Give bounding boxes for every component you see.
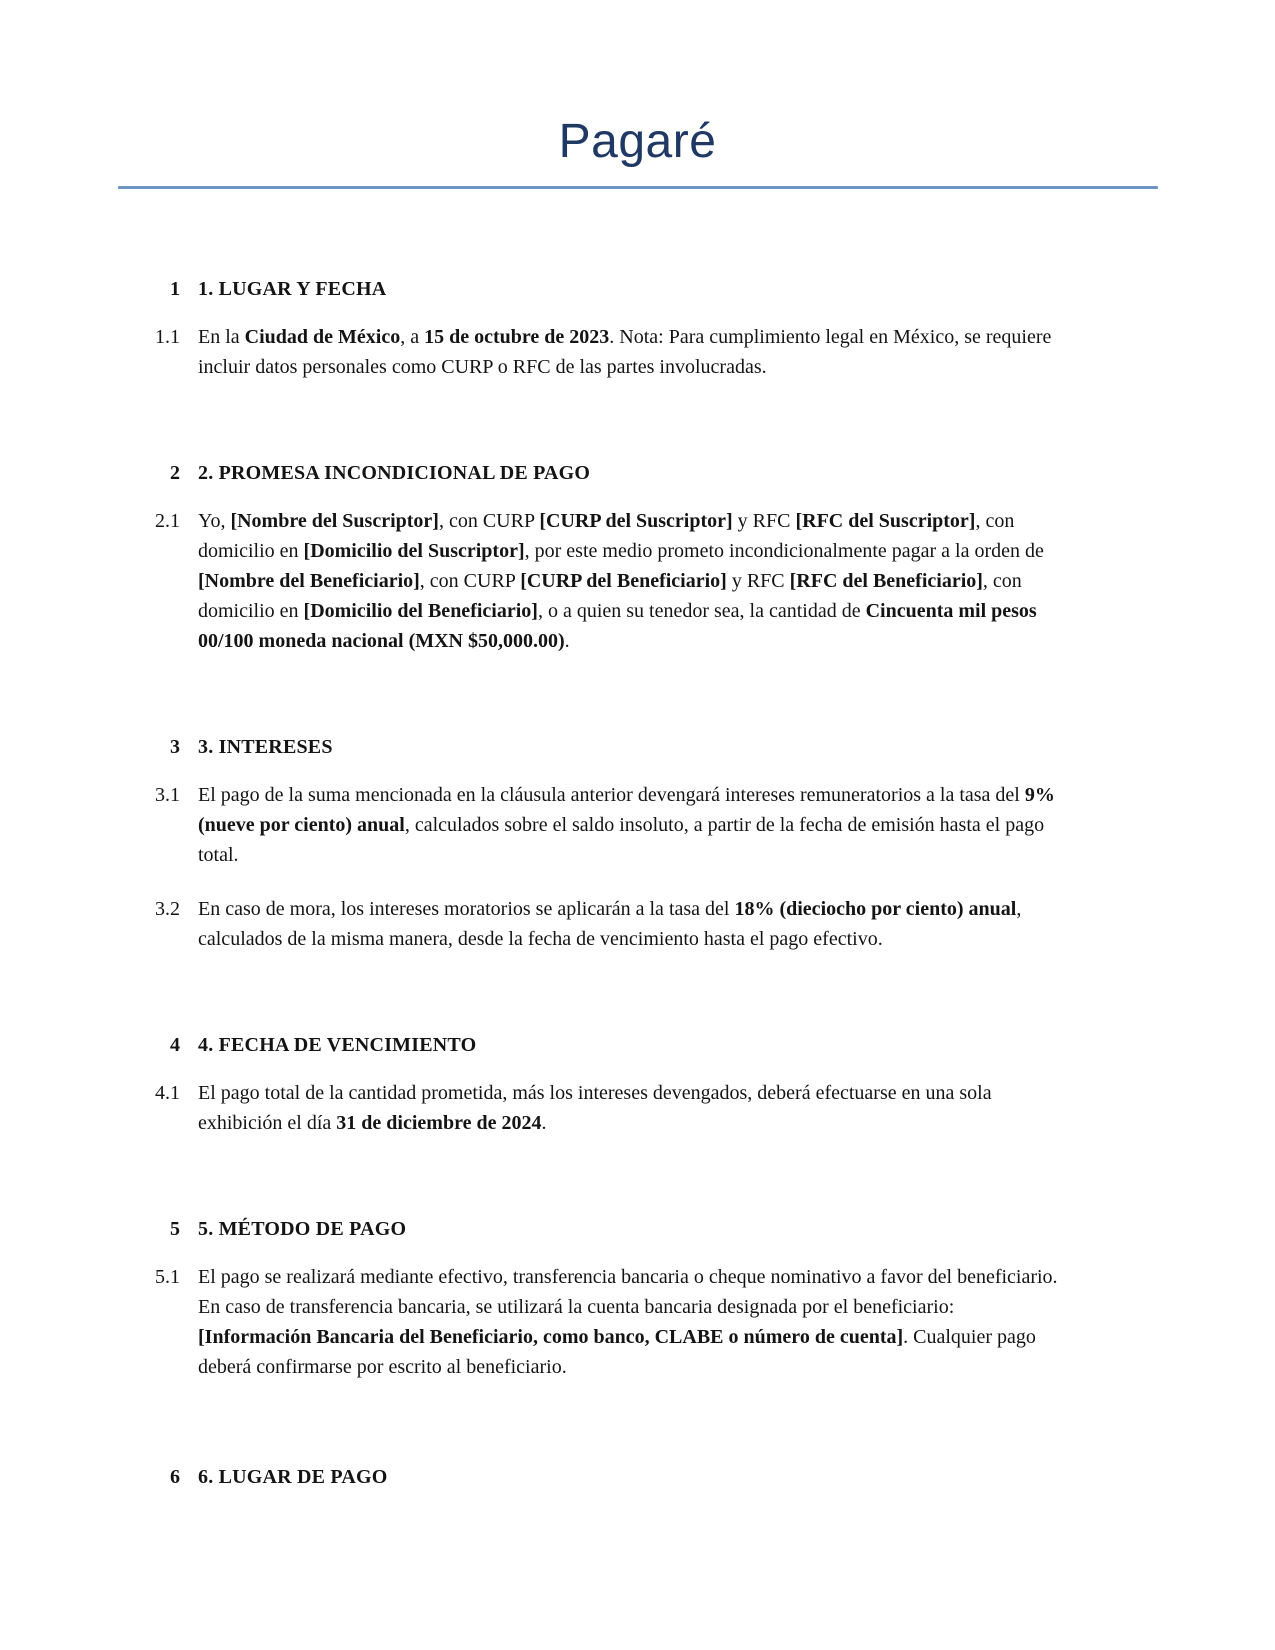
clause-text: En caso de mora, los intereses moratorios se aplicarán a la tasa del 18% (dieciocho por ciento) anual, calculados de la misma manera, desde la fecha de vencimiento hasta el pago efectivo. xyxy=(198,898,1022,950)
section-fecha-de-vencimiento xyxy=(0,1030,1275,1138)
document-body xyxy=(0,274,1275,1492)
section-number: 1 xyxy=(170,278,180,300)
section-number: 2 xyxy=(170,462,180,484)
clause-text: El pago total de la cantidad prometida, más los intereses devengados, deberá efectuarse en una sola exhibición el día 31 de diciembre de 2024. xyxy=(198,1082,992,1134)
document-title: Pagaré xyxy=(558,115,717,168)
section-number: 5 xyxy=(170,1218,180,1240)
section-intereses xyxy=(0,732,1275,954)
clause-text: Yo, [Nombre del Suscriptor], con CURP [CURP del Suscriptor] y RFC [RFC del Suscriptor], con domicilio en [Domicilio del Suscriptor], por este medio prometo incondicionalmente pagar a la orden de [Nombre del Beneficiario], con CURP [CURP del Beneficiario] y RFC [RFC del Beneficiario], con domicilio en [Domicilio del Beneficiario], o a quien su tenedor sea, la cantidad de Cincuenta mil pesos 00/100 moneda nacional (MXN $50,000.00). xyxy=(198,510,1044,652)
clause-text: El pago de la suma mencionada en la cláusula anterior devengará intereses remuneratorios a la tasa del 9% (nueve por ciento) anual, calculados sobre el saldo insoluto, a partir de la fecha de emisión hasta el pago total. xyxy=(198,784,1055,866)
clause-number: 2.1 xyxy=(155,510,180,532)
clause-row xyxy=(0,894,1275,954)
section-heading: 5. MÉTODO DE PAGO xyxy=(198,1218,407,1240)
section-number: 3 xyxy=(170,736,180,758)
section-heading: 4. FECHA DE VENCIMIENTO xyxy=(198,1034,477,1056)
section-heading-row xyxy=(0,1214,1275,1244)
section-heading-row xyxy=(0,274,1275,304)
section-number: 6 xyxy=(170,1466,180,1488)
clause-number: 1.1 xyxy=(155,326,180,348)
section-lugar-de-pago xyxy=(0,1462,1275,1492)
clause-number: 3.1 xyxy=(155,784,180,806)
section-promesa-incondicional xyxy=(0,458,1275,656)
section-heading-row xyxy=(0,1462,1275,1492)
section-metodo-de-pago xyxy=(0,1214,1275,1382)
section-heading: 6. LUGAR DE PAGO xyxy=(198,1466,388,1488)
section-heading-row xyxy=(0,732,1275,762)
clause-text: En la Ciudad de México, a 15 de octubre de 2023. Nota: Para cumplimiento legal en México, se requiere incluir datos personales como CURP o RFC de las partes involucradas. xyxy=(198,326,1052,378)
clause-number: 3.2 xyxy=(155,898,180,920)
section-heading: 3. INTERESES xyxy=(198,736,333,758)
section-heading-row xyxy=(0,458,1275,488)
clause-number: 5.1 xyxy=(155,1266,180,1288)
clause-row xyxy=(0,1078,1275,1138)
clause-row xyxy=(0,322,1275,382)
section-number: 4 xyxy=(170,1034,180,1056)
section-lugar-y-fecha xyxy=(0,274,1275,382)
clause-row xyxy=(0,506,1275,656)
section-heading: 2. PROMESA INCONDICIONAL DE PAGO xyxy=(198,462,591,484)
clause-text: El pago se realizará mediante efectivo, transferencia bancaria o cheque nominativo a favor del beneficiario. En caso de transferencia bancaria, se utilizará la cuenta bancaria designada por el beneficiario: [Información Bancaria del Beneficiario, como banco, CLABE o número de cuenta]. Cualquier pago deberá confirmarse por escrito al beneficiario. xyxy=(198,1266,1058,1378)
clause-row xyxy=(0,1262,1275,1382)
section-heading: 1. LUGAR Y FECHA xyxy=(198,278,387,300)
clause-row xyxy=(0,780,1275,870)
title-divider xyxy=(118,186,1158,189)
clause-number: 4.1 xyxy=(155,1082,180,1104)
section-heading-row xyxy=(0,1030,1275,1060)
